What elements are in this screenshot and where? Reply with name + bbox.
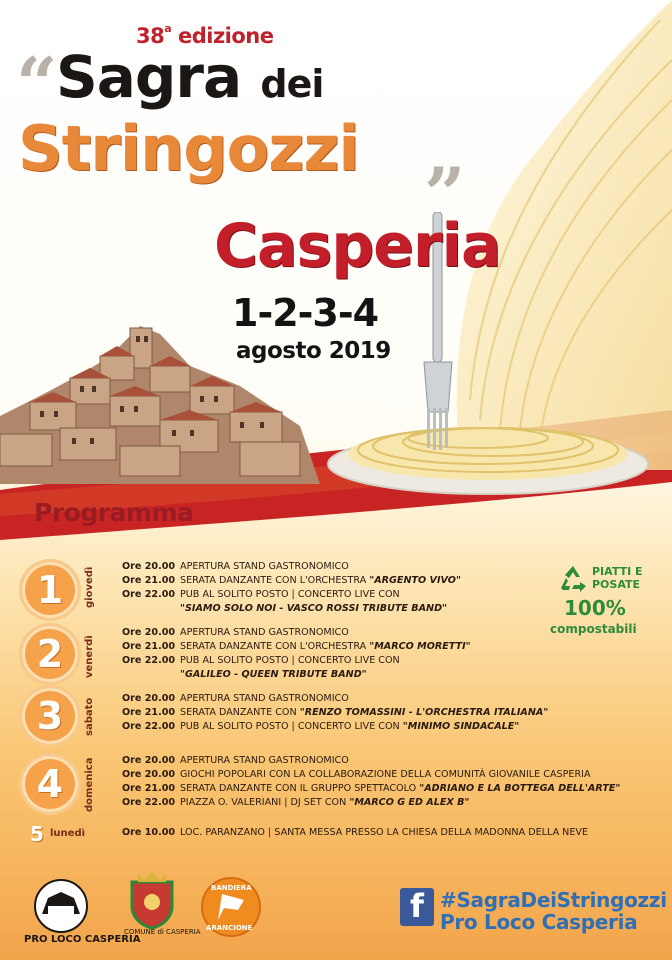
edition-word: edizione [177,24,274,48]
row-time: Ore 20.00 [122,755,176,766]
row-time: Ore 22.00 [122,655,176,666]
row-time: Ore 20.00 [122,769,176,780]
event-dates: 1-2-3-4 [232,291,379,335]
program-row [122,668,367,682]
program-row [122,796,469,810]
town-name: Casperia [214,211,501,281]
pro-loco-logo [18,876,104,934]
row-text: LOC. PARANZANO | SANTA MESSA PRESSO LA CHIESA DELLA MADONNA DELLA NEVE [180,827,589,838]
row-text: APERTURA STAND GASTRONOMICO [180,755,349,766]
row-time: Ore 20.00 [122,627,176,638]
pro-loco-link[interactable]: Pro Loco Casperia [440,910,638,934]
program-row [122,588,400,602]
edition-number: 38 [136,24,165,48]
recycle-icon [558,564,588,594]
day-name: domenica [84,757,95,812]
program-row [122,654,400,668]
day-number: 1 [36,568,64,612]
plate-of-pasta [318,392,654,500]
row-time: Ore 22.00 [122,589,176,600]
row-text: SERATA DANZANTE CON IL GRUPPO SPETTACOLO [180,783,417,794]
day-name: giovedì [84,566,95,608]
eco-line-1: PIATTI E [592,565,643,578]
program-row [122,826,588,840]
day-name: lunedì [50,828,86,839]
day-4 [0,754,672,814]
row-text: PUB AL SOLITO POSTO | CONCERTO LIVE CON [180,589,400,600]
row-artist: "RENZO TOMASSINI - L'ORCHESTRA ITALIANA" [299,707,549,718]
edition-suffix: a [164,22,172,35]
day-number: 5 [30,822,44,846]
day-5 [0,824,672,848]
program-row [122,626,349,640]
title-sagra: Sagra [56,43,242,111]
row-text: SERATA DANZANTE CON L'ORCHESTRA [180,641,367,652]
facebook-icon[interactable] [400,888,434,926]
eco-text-top [592,565,643,591]
row-artist: "MINIMO SINDACALE" [402,721,520,732]
program-row [122,560,349,574]
row-text: GIOCHI POPOLARI CON LA COLLABORAZIONE DELLA COMUNITÀ GIOVANILE CASPERIA [180,769,591,780]
row-time: Ore 22.00 [122,797,176,808]
open-quote: “ [16,41,58,126]
day-number-badge [22,626,78,682]
day-number-badge [22,688,78,744]
comune-crest [122,870,182,930]
row-artist: "ARGENTO VIVO" [369,575,461,586]
title-line-2: Stringozzi [18,112,359,185]
day-number: 3 [36,694,64,738]
row-artist: "GALILEO - QUEEN TRIBUTE BAND" [180,669,367,680]
row-time: Ore 21.00 [122,707,176,718]
row-text: APERTURA STAND GASTRONOMICO [180,627,349,638]
day-number: 4 [36,762,64,806]
row-text: SERATA DANZANTE CON [180,707,297,718]
row-text: SERATA DANZANTE CON L'ORCHESTRA [180,575,367,586]
row-artist: "ADRIANO E LA BOTTEGA DELL'ARTE" [419,783,621,794]
program-row [122,602,447,616]
row-text: APERTURA STAND GASTRONOMICO [180,561,349,572]
row-artist: "MARCO G ED ALEX B" [349,797,470,808]
title-dei: dei [260,62,324,106]
program-row [122,768,591,782]
row-time: Ore 21.00 [122,783,176,794]
eco-word: compostabili [550,622,637,636]
row-text: PUB AL SOLITO POSTO | CONCERTO LIVE CON [180,655,400,666]
row-text: APERTURA STAND GASTRONOMICO [180,693,349,704]
eco-percent: 100% [564,596,626,620]
day-number: 2 [36,632,64,676]
facebook-glyph: f [410,887,424,925]
program-row [122,720,519,734]
row-time: Ore 10.00 [122,827,176,838]
program-row [122,692,349,706]
row-time: Ore 20.00 [122,561,176,572]
close-quote: ” [424,151,466,236]
day-name: venerdì [84,635,95,678]
row-artist: "SIAMO SOLO NOI - VASCO ROSSI TRIBUTE BAND" [180,603,448,614]
title-line-1 [56,43,324,111]
program-row [122,640,471,654]
row-text: PIAZZA O. VALERIANI | DJ SET CON [180,797,347,808]
event-month-year: agosto 2019 [236,338,391,364]
day-number-badge [22,562,78,618]
pro-loco-logo-label: PRO LOCO CASPERIA [24,934,141,945]
row-time: Ore 21.00 [122,575,176,586]
day-3 [0,692,672,742]
row-time: Ore 20.00 [122,693,176,704]
program-row [122,782,620,796]
day-name: sabato [84,697,95,736]
program-row [122,706,548,720]
row-text: PUB AL SOLITO POSTO | CONCERTO LIVE CON [180,721,400,732]
day-number-badge [22,756,78,812]
eco-line-2: POSATE [592,578,641,591]
program-row [122,754,349,768]
eco-badge [550,564,662,648]
row-time: Ore 22.00 [122,721,176,732]
program-row [122,574,461,588]
comune-label: COMUNE di CASPERIA [124,928,201,936]
bandiera-line-2: ARANCIONE [206,924,253,932]
hashtag-link[interactable]: #SagraDeiStringozzi [440,888,667,912]
bandiera-line-1: BANDIERA [211,884,252,892]
row-time: Ore 21.00 [122,641,176,652]
row-artist: "MARCO MORETTI" [369,641,471,652]
program-title: Programma [34,498,194,527]
